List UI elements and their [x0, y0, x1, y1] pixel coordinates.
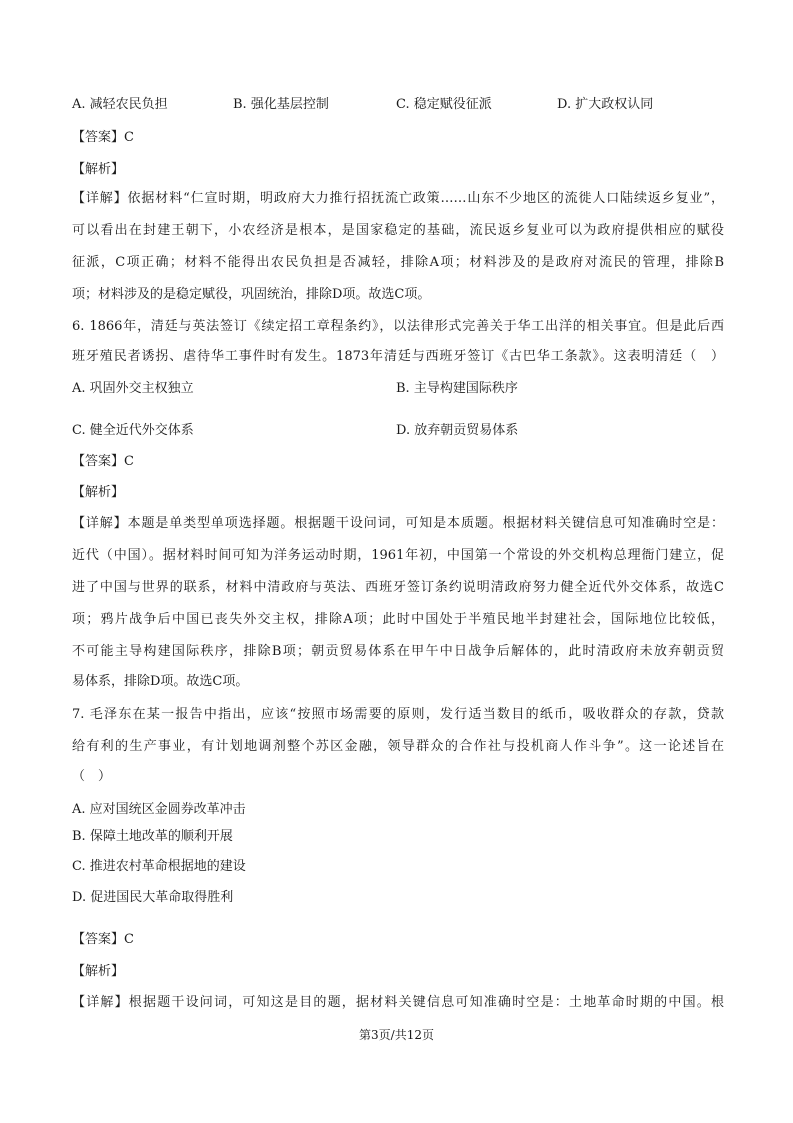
q6-detail-line: 近代（中国）。据材料时间可知为洋务运动时期，1961年初，中国第一个常设的外交机构总理衙门建立，促 [72, 548, 724, 563]
q6-detail-line: 不可能主导构建国际秩序，排除B项；朝贡贸易体系在甲午中日战争后解体的，此时清政府未放弃朝贡贸 [72, 644, 724, 659]
q6-option-c: C. 健全近代外交体系 [72, 423, 194, 438]
q7-analysis-label: 【解析】 [72, 964, 125, 979]
q6-analysis-label: 【解析】 [72, 485, 125, 500]
q5-detail-line: 【详解】依据材料“仁宣时期，明政府大力推行招抚流亡政策……山东不少地区的流徙人口陆续返乡复业”， [72, 191, 724, 206]
q7-option-c: C. 推进农村革命根据地的建设 [72, 859, 246, 874]
q5-option-a: A. 减轻农民负担 [72, 97, 168, 112]
q5-option-b: B. 强化基层控制 [233, 97, 329, 112]
q7-stem-line: 给有利的生产事业，有计划地调剂整个苏区金融，领导群众的合作社与投机商人作斗争”。这一论述旨在 [72, 739, 724, 754]
q6-detail-line: 【详解】本题是单类型单项选择题。根据题干设问词，可知是本质题。根据材料关键信息可知准确时空是： [72, 516, 724, 531]
q5-option-d: D. 扩大政权认同 [557, 97, 654, 112]
q6-answer: 【答案】C [72, 454, 134, 469]
q5-analysis-label: 【解析】 [72, 162, 125, 177]
q6-detail-line: 易体系，排除D项。故选C项。 [72, 674, 249, 689]
q6-detail-line: 进了中国与世界的联系，材料中清政府与英法、西班牙签订条约说明清政府努力健全近代外交体系，故选C [72, 580, 724, 595]
q6-option-d: D. 放弃朝贡贸易体系 [396, 423, 519, 438]
q6-option-a: A. 巩固外交主权独立 [72, 381, 194, 396]
q5-detail-line: 项；材料涉及的是稳定赋役，巩固统治，排除D项。故选C项。 [72, 287, 431, 302]
q7-option-b: B. 保障土地改革的顺利开展 [72, 829, 233, 844]
q6-stem-line: 6. 1866年，清廷与英法签订《续定招工章程条约》，以法律形式完善关于华工出洋的相关事宜。但是此后西 [72, 319, 724, 334]
q6-option-b: B. 主导构建国际秩序 [396, 381, 518, 396]
q6-detail-line: 项；鸦片战争后中国已丧失外交主权，排除A项；此时中国处于半殖民地半封建社会，国际地位比较低， [72, 612, 724, 627]
q5-answer: 【答案】C [72, 130, 134, 145]
q7-stem-line: 7. 毛泽东在某一报告中指出，应该“按照市场需要的原则，发行适当数目的纸币，吸收群众的存款，贷款 [72, 707, 724, 722]
q5-detail-line: 可以看出在封建王朝下，小农经济是根本，是国家稳定的基础，流民返乡复业可以为政府提供相应的赋役 [72, 223, 724, 238]
q7-answer: 【答案】C [72, 932, 134, 947]
q7-option-d: D. 促进国民大革命取得胜利 [72, 890, 234, 905]
q7-option-a: A. 应对国统区金圆券改革冲击 [72, 802, 246, 817]
q5-detail-line: 征派，C项正确；材料不能得出农民负担是否减轻，排除A项；材料涉及的是政府对流民的管理，排除B [72, 255, 724, 270]
q7-detail-line: 【详解】根据题干设问词，可知这是目的题，据材料关键信息可知准确时空是：土地革命时期的中国。根 [72, 995, 724, 1010]
q7-stem-line: （ ） [72, 769, 112, 784]
q6-stem-line: 班牙殖民者诱拐、虐待华工事件时有发生。1873年清廷与西班牙签订《古巴华工条款》。这表明清廷（ ） [72, 349, 724, 364]
page-number: 第3页/共12页 [359, 1028, 434, 1042]
q5-option-c: C. 稳定赋役征派 [396, 97, 492, 112]
